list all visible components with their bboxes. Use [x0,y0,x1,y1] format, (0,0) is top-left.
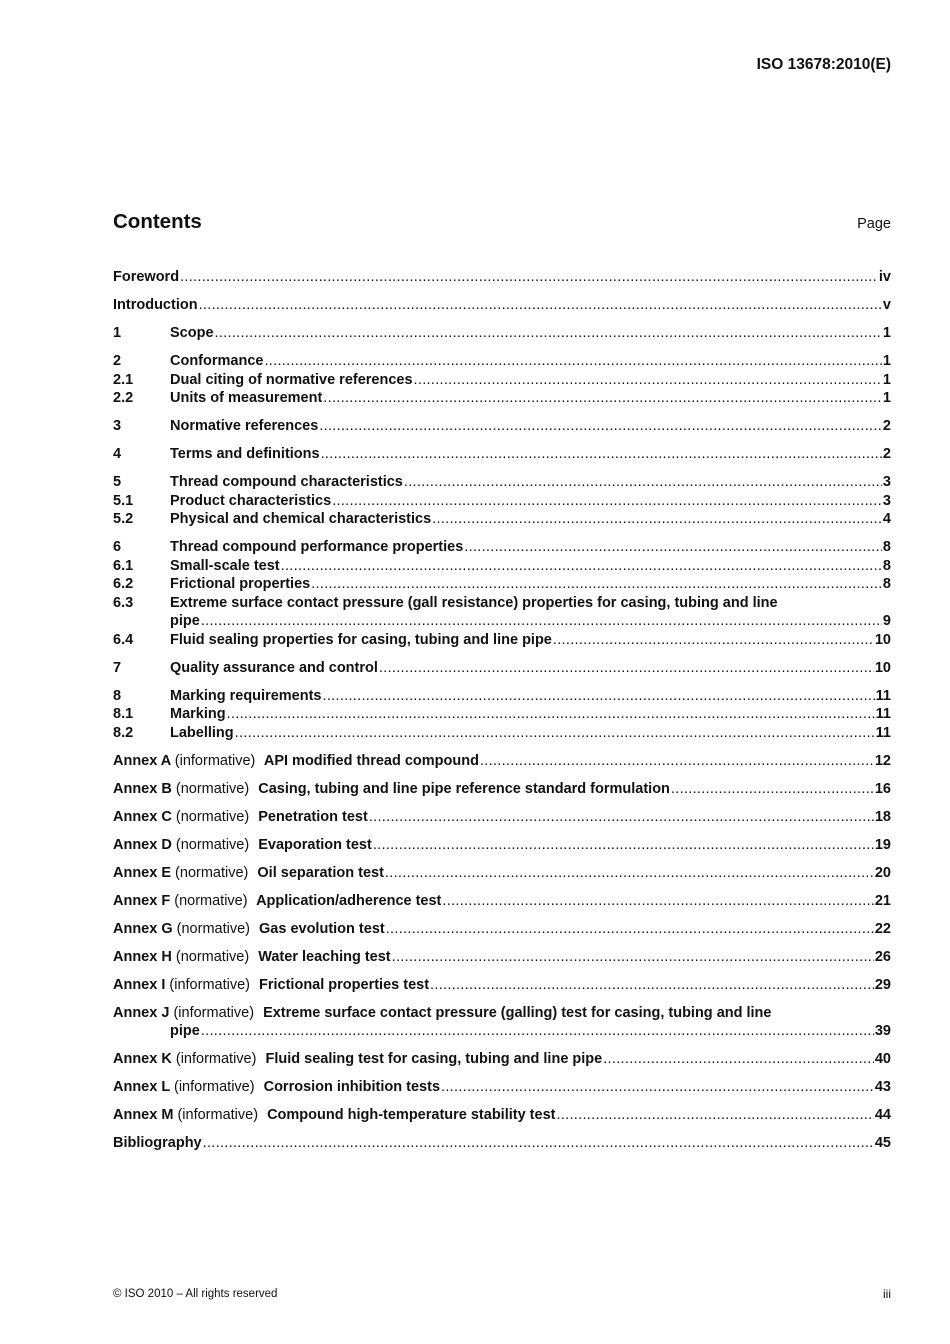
toc-number: 6.3 [113,594,134,611]
toc-entry-bibliography[interactable] [113,1134,891,1153]
toc-title: Marking [170,706,226,722]
toc-page: 8 [882,557,891,574]
toc-number: 5 [113,474,122,490]
toc-entry-annex-c[interactable] [113,808,891,827]
annex-label: Annex F [113,892,171,909]
toc-entry-4[interactable] [113,445,891,464]
toc-entry-5-2[interactable] [113,510,891,529]
toc-entry-6-4[interactable] [113,631,891,650]
toc-entry-2-2[interactable] [113,389,891,408]
toc-title: Dual citing of normative references [170,371,413,388]
toc-title-line2: pipe [170,1023,200,1039]
dot-leader [319,417,882,436]
dot-leader [373,836,874,855]
annex-kind: (informative) [174,752,256,769]
footer-copyright: © ISO 2010 – All rights reserved [113,1288,278,1300]
toc-number: 6.4 [113,631,134,648]
toc-title: Bibliography [113,1135,202,1151]
toc-number: 8 [113,687,122,704]
toc-title: Scope [170,325,214,341]
dot-leader [235,724,875,743]
toc-entry-1[interactable] [113,324,891,343]
annex-kind: (informative) [173,1079,255,1095]
toc-number: 5.1 [113,492,134,509]
annex-label: Annex L [113,1079,170,1095]
dot-leader [311,575,882,594]
toc-page: 16 [874,780,891,797]
toc-title: Conformance [170,353,264,369]
dot-leader [404,473,882,492]
toc-title: Thread compound characteristics [170,474,403,490]
toc-entry-introduction[interactable] [113,296,891,315]
toc-entry-6-1[interactable] [113,557,891,576]
toc-title: Casing, tubing and line pipe reference standard formulation [258,780,670,797]
toc-page: 45 [874,1135,891,1151]
toc-page: 44 [874,1107,891,1123]
toc-title-line1: Extreme surface contact pressure (galling) test for casing, tubing and line [263,1004,772,1021]
table-of-contents [113,268,891,1162]
toc-number: 4 [113,446,122,462]
dot-leader [227,705,875,724]
dot-leader [201,1022,874,1041]
annex-label: Annex I [113,976,166,993]
toc-page: 3 [882,492,891,509]
toc-entry-8-2[interactable] [113,724,891,743]
toc-entry-annex-h[interactable] [113,948,891,967]
annex-label: Annex E [113,864,172,881]
toc-page: 39 [874,1023,891,1039]
toc-title: Compound high-temperature stability test [267,1107,556,1123]
toc-title: Units of measurement [170,390,323,406]
toc-page: 21 [874,892,891,909]
toc-page: 26 [874,948,891,965]
toc-title-line2: pipe [170,613,200,629]
toc-title: Product characteristics [170,492,332,509]
dot-leader [430,976,874,995]
dot-leader [414,371,882,390]
toc-entry-2-1[interactable] [113,371,891,390]
toc-entry-6[interactable] [113,538,891,557]
dot-leader [199,296,882,315]
toc-entry-annex-k[interactable] [113,1050,891,1069]
annex-kind: (normative) [175,780,250,797]
page-column-label: Page [857,216,891,232]
toc-page: 1 [882,353,891,369]
annex-kind: (normative) [175,836,250,853]
toc-page: 8 [882,539,891,555]
toc-title: API modified thread compound [263,752,479,769]
toc-entry-annex-g[interactable] [113,920,891,939]
toc-page: 10 [874,631,891,648]
annex-label: Annex A [113,752,171,769]
toc-page: 20 [874,864,891,881]
dot-leader [556,1106,873,1125]
dot-leader [369,808,874,827]
toc-page: iv [878,269,891,285]
dot-leader [464,538,882,557]
toc-number: 6.1 [113,557,134,574]
toc-entry-annex-b[interactable] [113,780,891,799]
toc-number: 2.2 [113,390,134,406]
toc-page: 3 [882,474,891,490]
toc-title: Penetration test [258,808,368,825]
dot-leader [379,659,874,678]
annex-label: Annex M [113,1107,174,1123]
dot-leader [180,268,878,287]
dot-leader [392,948,874,967]
annex-label: Annex J [113,1004,170,1021]
toc-page: 9 [882,613,891,629]
annex-kind: (informative) [177,1107,259,1123]
toc-page: v [882,297,891,313]
dot-leader [321,445,882,464]
toc-title: Marking requirements [170,687,322,704]
annex-kind: (informative) [169,976,250,993]
toc-entry-2[interactable] [113,352,891,371]
toc-number: 2 [113,353,122,369]
toc-entry-annex-d[interactable] [113,836,891,855]
toc-number: 6.2 [113,576,134,592]
toc-title: Fluid sealing test for casing, tubing and line pipe [265,1051,603,1067]
dot-leader [432,510,882,529]
toc-entry-5-1[interactable] [113,492,891,511]
toc-title: Oil separation test [257,864,384,881]
toc-title: Labelling [170,724,234,741]
toc-entry-8[interactable] [113,687,891,706]
toc-entry-annex-a[interactable] [113,752,891,771]
annex-label: Annex C [113,808,172,825]
annex-kind: (normative) [175,864,249,881]
toc-page: 11 [875,706,891,722]
dot-leader [603,1050,874,1069]
toc-title: Evaporation test [258,836,372,853]
toc-entry-annex-i[interactable] [113,976,891,995]
toc-title: Water leaching test [258,948,391,965]
dot-leader [386,920,874,939]
dot-leader [201,612,882,631]
dot-leader [264,352,881,371]
toc-page: 4 [882,511,891,527]
annex-kind: (normative) [176,920,250,937]
toc-entry-8-1[interactable] [113,705,891,724]
toc-title: Normative references [170,418,319,434]
annex-label: Annex K [113,1051,172,1067]
contents-heading: Contents [113,210,202,233]
dot-leader [480,752,874,771]
toc-entry-5[interactable] [113,473,891,492]
toc-title: Gas evolution test [259,920,385,937]
annex-label: Annex G [113,920,173,937]
dot-leader [442,892,873,911]
toc-page: 40 [874,1051,891,1067]
toc-title: Application/adherence test [256,892,442,909]
toc-number: 3 [113,418,122,434]
toc-page: 29 [874,976,891,993]
dot-leader [323,389,882,408]
toc-entry-annex-f[interactable] [113,892,891,911]
toc-page: 19 [874,836,891,853]
toc-number: 7 [113,659,122,676]
toc-page: 8 [882,576,891,592]
toc-title: Small-scale test [170,557,280,574]
toc-title: Physical and chemical characteristics [170,511,432,527]
toc-title: Frictional properties test [259,976,430,993]
toc-title: Corrosion inhibition tests [263,1079,441,1095]
annex-kind: (informative) [173,1004,255,1021]
annex-kind: (normative) [175,948,250,965]
toc-page: 11 [875,687,891,704]
toc-page: 12 [874,752,891,769]
toc-page: 22 [874,920,891,937]
annex-label: Annex D [113,836,172,853]
toc-entry-annex-j[interactable] [113,1004,891,1041]
toc-page: 1 [882,371,891,388]
toc-title: Fluid sealing properties for casing, tubing and line pipe [170,631,552,648]
toc-title: Thread compound performance properties [170,539,464,555]
toc-entry-6-3[interactable] [113,594,891,631]
toc-number: 2.1 [113,371,134,388]
toc-page: 2 [882,418,891,434]
toc-page: 11 [875,724,891,741]
toc-title: Introduction [113,297,198,313]
footer-page-number: iii [883,1287,891,1301]
toc-page: 18 [874,808,891,825]
dot-leader [441,1078,874,1097]
toc-number: 8.2 [113,724,134,741]
toc-number: 5.2 [113,511,134,527]
toc-entry-foreword[interactable] [113,268,891,287]
toc-number: 8.1 [113,706,134,722]
toc-title: Terms and definitions [170,446,320,462]
toc-entry-3[interactable] [113,417,891,436]
toc-page: 10 [874,659,891,676]
toc-title: Foreword [113,269,180,285]
dot-leader [553,631,874,650]
toc-title: Frictional properties [170,576,311,592]
toc-page: 43 [874,1079,891,1095]
toc-page: 1 [882,390,891,406]
annex-label: Annex B [113,780,172,797]
toc-title: Quality assurance and control [170,659,378,676]
annex-label: Annex H [113,948,172,965]
dot-leader [332,492,882,511]
toc-entry-7[interactable] [113,659,891,678]
annex-kind: (normative) [175,808,250,825]
annex-kind: (normative) [174,892,248,909]
toc-entry-annex-e[interactable] [113,864,891,883]
annex-kind: (informative) [175,1051,257,1067]
toc-number: 1 [113,325,122,341]
toc-page: 2 [882,446,891,462]
toc-entry-annex-l[interactable] [113,1078,891,1097]
dot-leader [281,557,882,576]
toc-title-line1: Extreme surface contact pressure (gall resistance) properties for casing, tubing and line [170,594,778,611]
document-id: ISO 13678:2010(E) [756,56,891,73]
dot-leader [385,864,874,883]
toc-page: 1 [882,325,891,341]
dot-leader [323,687,875,706]
dot-leader [203,1134,874,1153]
toc-entry-6-2[interactable] [113,575,891,594]
dot-leader [215,324,882,343]
dot-leader [671,780,874,799]
toc-entry-annex-m[interactable] [113,1106,891,1125]
toc-number: 6 [113,539,122,555]
